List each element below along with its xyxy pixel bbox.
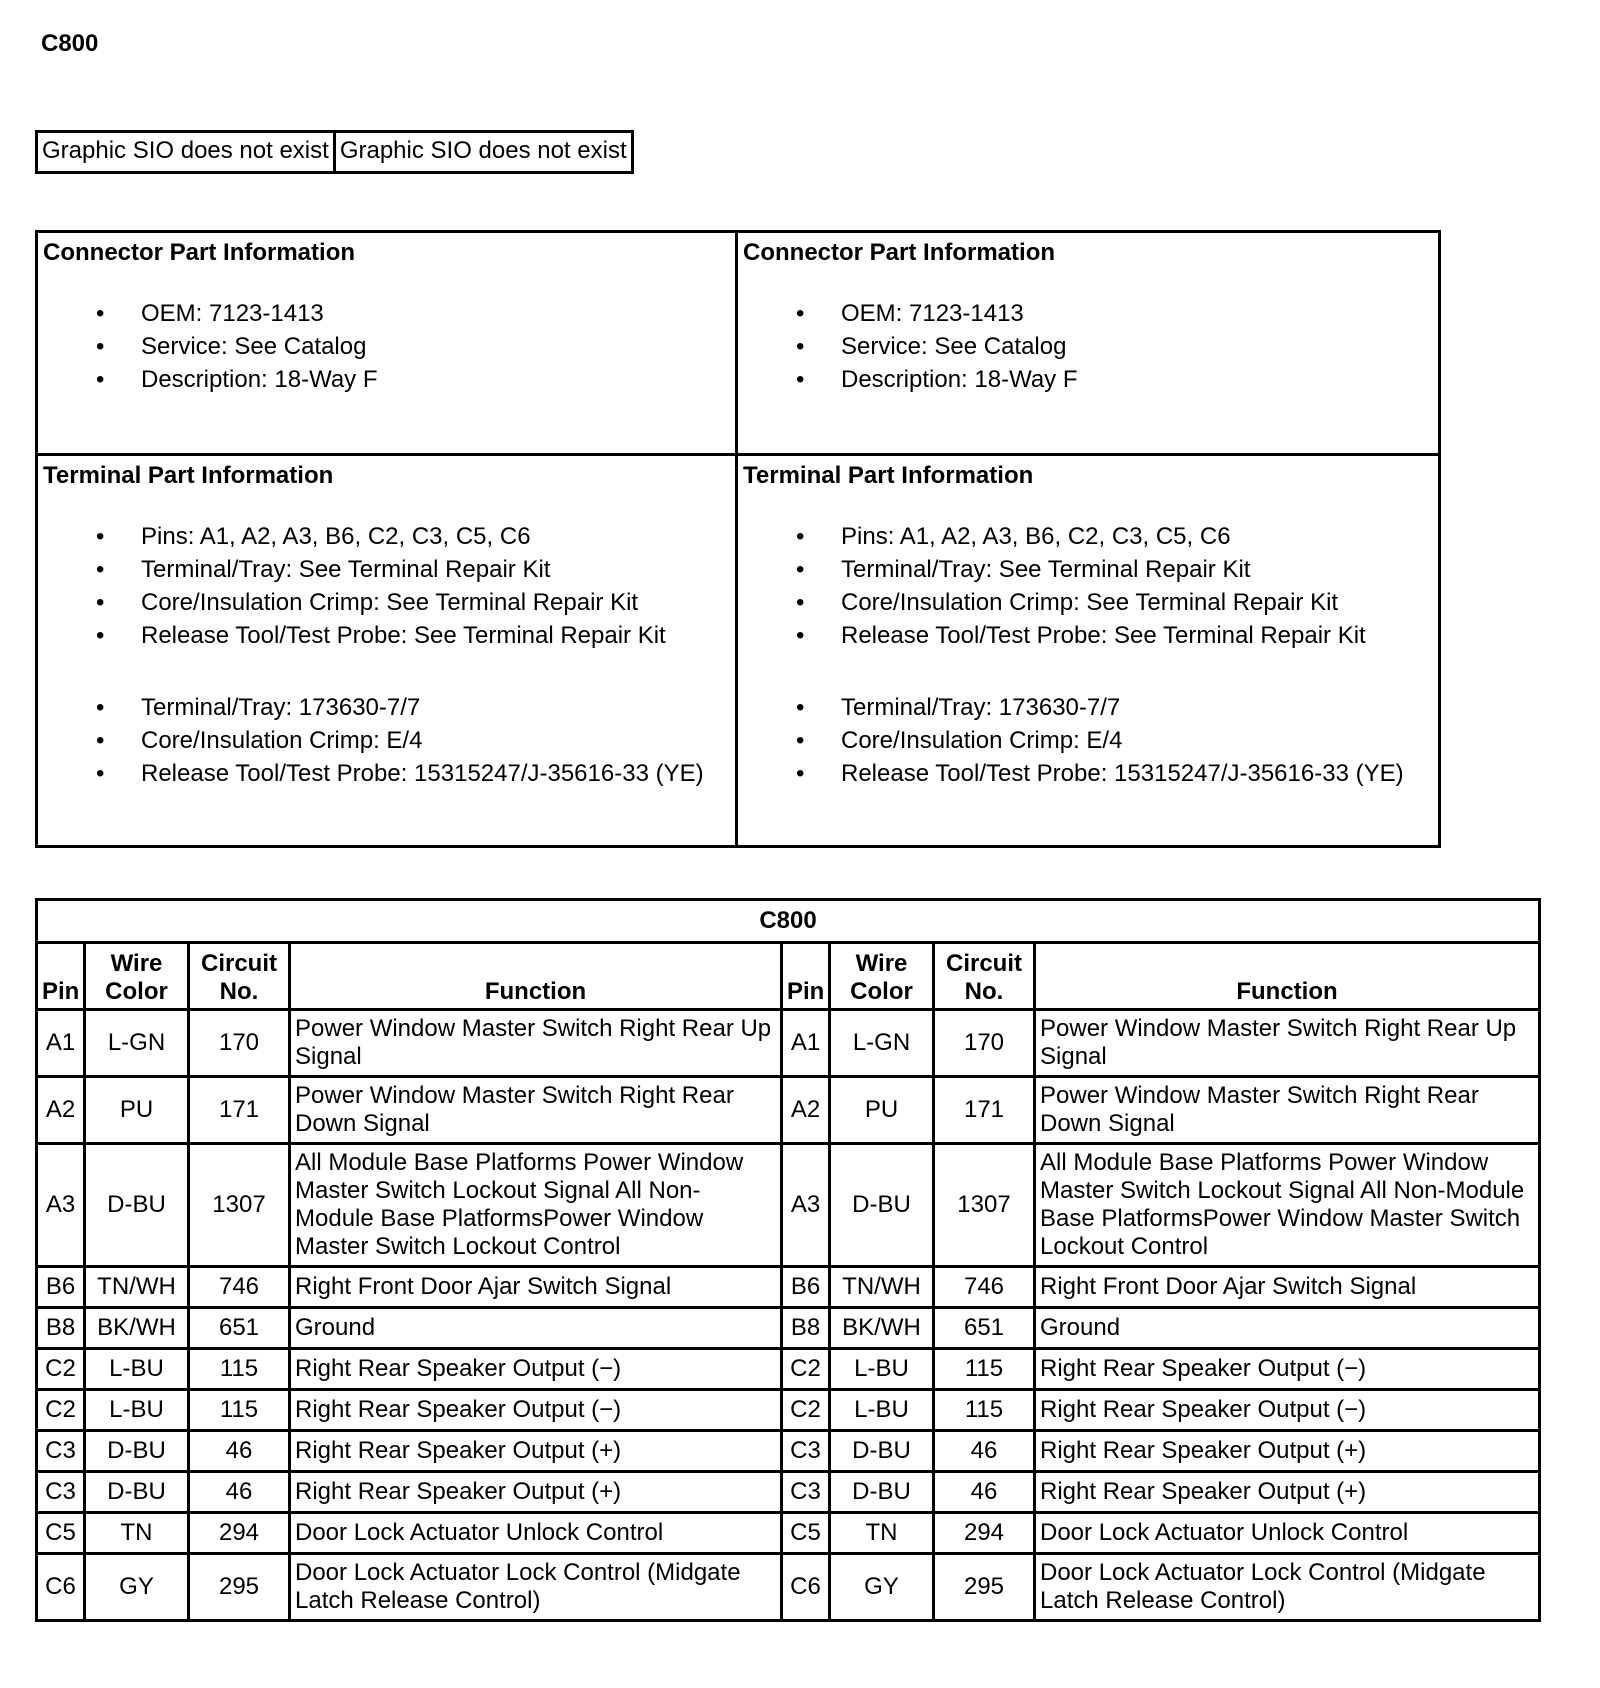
- pin-cell: C6: [782, 1554, 830, 1621]
- function-column-header: Function: [290, 943, 782, 1010]
- pin-cell: A3: [782, 1144, 830, 1267]
- function-cell: Right Front Door Ajar Switch Signal: [1035, 1267, 1540, 1308]
- pin-cell: A1: [37, 1010, 85, 1077]
- function-cell: Door Lock Actuator Lock Control (Midgate Latch Release Control): [290, 1554, 782, 1621]
- list-item: • OEM: 7123-1413: [43, 297, 735, 330]
- list-item: • Pins: A1, A2, A3, B6, C2, C3, C5, C6: [43, 520, 735, 553]
- circuit-cell: 1307: [189, 1144, 290, 1267]
- connector-part-info-cell: [737, 232, 1440, 455]
- function-cell: Right Rear Speaker Output (−): [290, 1390, 782, 1431]
- list-item: • Service: See Catalog: [743, 330, 1438, 363]
- connector-part-info-list: [43, 297, 735, 396]
- circuit-cell: 115: [934, 1349, 1035, 1390]
- sio-table: [35, 130, 634, 174]
- connector-part-info-cell: [37, 232, 737, 455]
- table-row: [37, 1472, 1540, 1513]
- table-row: [37, 1431, 1540, 1472]
- circuit-cell: 294: [934, 1513, 1035, 1554]
- wire-color-cell: D-BU: [830, 1431, 934, 1472]
- pin-cell: C2: [782, 1390, 830, 1431]
- wire-color-cell: PU: [830, 1077, 934, 1144]
- circuit-cell: 46: [934, 1472, 1035, 1513]
- pin-column-header: Pin: [37, 943, 85, 1010]
- wire-color-cell: D-BU: [830, 1144, 934, 1267]
- connector-part-info-list: [743, 297, 1438, 396]
- terminal-part-info-list: [43, 520, 735, 652]
- circuit-column-header: Circuit No.: [934, 943, 1035, 1010]
- circuit-cell: 46: [189, 1431, 290, 1472]
- wire-color-cell: TN/WH: [830, 1267, 934, 1308]
- wire-color-cell: GY: [85, 1554, 189, 1621]
- circuit-cell: 170: [189, 1010, 290, 1077]
- wire-color-cell: L-GN: [830, 1010, 934, 1077]
- table-row: [37, 1010, 1540, 1077]
- pin-cell: C3: [37, 1472, 85, 1513]
- function-cell: Ground: [1035, 1308, 1540, 1349]
- wire-color-cell: PU: [85, 1077, 189, 1144]
- function-cell: Right Rear Speaker Output (+): [1035, 1472, 1540, 1513]
- wire-color-cell: D-BU: [830, 1472, 934, 1513]
- pin-cell: B8: [37, 1308, 85, 1349]
- function-cell: Power Window Master Switch Right Rear Up Signal: [1035, 1010, 1540, 1077]
- function-cell: All Module Base Platforms Power Window Master Switch Lockout Signal All Non-Module Base PlatformsPower Window Master Switch Lockout Control: [290, 1144, 782, 1267]
- pin-cell: A3: [37, 1144, 85, 1267]
- wire-color-cell: L-BU: [85, 1390, 189, 1431]
- pin-cell: C3: [782, 1472, 830, 1513]
- function-cell: Right Rear Speaker Output (−): [1035, 1349, 1540, 1390]
- terminal-part-info-cell: [737, 455, 1440, 847]
- list-item: • Core/Insulation Crimp: E/4: [743, 724, 1438, 757]
- wire-color-cell: BK/WH: [85, 1308, 189, 1349]
- wire-color-cell: TN/WH: [85, 1267, 189, 1308]
- page-title: C800: [41, 30, 99, 57]
- terminal-part-info-heading: Terminal Part Information: [743, 462, 1034, 489]
- terminal-part-info-list: [743, 520, 1438, 652]
- function-column-header: Function: [1035, 943, 1540, 1010]
- pin-column-header: Pin: [782, 943, 830, 1010]
- circuit-cell: 746: [934, 1267, 1035, 1308]
- function-cell: Right Rear Speaker Output (+): [290, 1431, 782, 1472]
- circuit-cell: 171: [189, 1077, 290, 1144]
- function-cell: All Module Base Platforms Power Window Master Switch Lockout Signal All Non-Module Base PlatformsPower Window Master Switch Lockout Control: [1035, 1144, 1540, 1267]
- wire-color-cell: D-BU: [85, 1472, 189, 1513]
- function-cell: Right Rear Speaker Output (+): [290, 1472, 782, 1513]
- table-row: [37, 1077, 1540, 1144]
- circuit-cell: 170: [934, 1010, 1035, 1077]
- circuit-cell: 115: [189, 1349, 290, 1390]
- circuit-cell: 294: [189, 1513, 290, 1554]
- terminal-part-info-heading: Terminal Part Information: [43, 462, 334, 489]
- connector-part-info-heading: Connector Part Information: [743, 239, 1056, 266]
- circuit-cell: 46: [189, 1472, 290, 1513]
- pin-cell: B6: [37, 1267, 85, 1308]
- pinout-table-caption: C800: [37, 900, 1540, 943]
- wire-color-cell: L-BU: [830, 1390, 934, 1431]
- circuit-cell: 1307: [934, 1144, 1035, 1267]
- pin-cell: C3: [782, 1431, 830, 1472]
- circuit-cell: 651: [934, 1308, 1035, 1349]
- list-item: • Release Tool/Test Probe: See Terminal Repair Kit: [43, 619, 735, 652]
- pin-cell: C5: [37, 1513, 85, 1554]
- part-information-table: [35, 230, 1441, 848]
- pin-cell: B6: [782, 1267, 830, 1308]
- function-cell: Door Lock Actuator Unlock Control: [290, 1513, 782, 1554]
- circuit-cell: 115: [189, 1390, 290, 1431]
- pinout-table: [35, 898, 1541, 1622]
- function-cell: Right Rear Speaker Output (−): [290, 1349, 782, 1390]
- list-item: • Release Tool/Test Probe: 15315247/J-35616-33 (YE): [743, 757, 1438, 790]
- table-row: [37, 1144, 1540, 1267]
- function-cell: Power Window Master Switch Right Rear Down Signal: [1035, 1077, 1540, 1144]
- circuit-cell: 295: [189, 1554, 290, 1621]
- list-item: • Terminal/Tray: 173630-7/7: [743, 691, 1438, 724]
- function-cell: Power Window Master Switch Right Rear Down Signal: [290, 1077, 782, 1144]
- list-item: • Description: 18-Way F: [743, 363, 1438, 396]
- function-cell: Right Rear Speaker Output (+): [1035, 1431, 1540, 1472]
- wire-color-column-header: Wire Color: [830, 943, 934, 1010]
- sio-cell: Graphic SIO does not exist: [37, 132, 335, 173]
- connector-part-info-heading: Connector Part Information: [43, 239, 356, 266]
- circuit-cell: 295: [934, 1554, 1035, 1621]
- sio-cell: Graphic SIO does not exist: [334, 132, 632, 173]
- list-item: • Pins: A1, A2, A3, B6, C2, C3, C5, C6: [743, 520, 1438, 553]
- wire-color-cell: TN: [85, 1513, 189, 1554]
- table-row: [37, 1349, 1540, 1390]
- circuit-cell: 171: [934, 1077, 1035, 1144]
- terminal-part-info-list: [43, 691, 735, 790]
- list-item: • Description: 18-Way F: [43, 363, 735, 396]
- wire-color-cell: D-BU: [85, 1431, 189, 1472]
- terminal-part-info-cell: [37, 455, 737, 847]
- pin-cell: C2: [37, 1349, 85, 1390]
- wire-color-cell: D-BU: [85, 1144, 189, 1267]
- function-cell: Right Rear Speaker Output (−): [1035, 1390, 1540, 1431]
- wire-color-cell: BK/WH: [830, 1308, 934, 1349]
- wire-color-cell: TN: [830, 1513, 934, 1554]
- table-row: [37, 1308, 1540, 1349]
- list-item: • OEM: 7123-1413: [743, 297, 1438, 330]
- list-item: • Terminal/Tray: See Terminal Repair Kit: [43, 553, 735, 586]
- list-item: • Core/Insulation Crimp: E/4: [43, 724, 735, 757]
- list-item: • Terminal/Tray: 173630-7/7: [43, 691, 735, 724]
- circuit-cell: 115: [934, 1390, 1035, 1431]
- list-item: • Core/Insulation Crimp: See Terminal Repair Kit: [743, 586, 1438, 619]
- pin-cell: C3: [37, 1431, 85, 1472]
- table-row: [37, 1513, 1540, 1554]
- pin-cell: C5: [782, 1513, 830, 1554]
- pin-cell: A2: [37, 1077, 85, 1144]
- pin-cell: C2: [782, 1349, 830, 1390]
- list-item: • Release Tool/Test Probe: See Terminal Repair Kit: [743, 619, 1438, 652]
- pin-cell: C2: [37, 1390, 85, 1431]
- function-cell: Ground: [290, 1308, 782, 1349]
- pin-cell: B8: [782, 1308, 830, 1349]
- wire-color-cell: L-BU: [85, 1349, 189, 1390]
- table-row: [37, 1390, 1540, 1431]
- list-item: • Terminal/Tray: See Terminal Repair Kit: [743, 553, 1438, 586]
- wire-color-cell: GY: [830, 1554, 934, 1621]
- pin-cell: A1: [782, 1010, 830, 1077]
- circuit-cell: 651: [189, 1308, 290, 1349]
- list-item: • Service: See Catalog: [43, 330, 735, 363]
- wire-color-cell: L-GN: [85, 1010, 189, 1077]
- circuit-cell: 746: [189, 1267, 290, 1308]
- list-item: • Release Tool/Test Probe: 15315247/J-35616-33 (YE): [43, 757, 735, 790]
- pin-cell: A2: [782, 1077, 830, 1144]
- list-item: • Core/Insulation Crimp: See Terminal Repair Kit: [43, 586, 735, 619]
- circuit-cell: 46: [934, 1431, 1035, 1472]
- function-cell: Power Window Master Switch Right Rear Up Signal: [290, 1010, 782, 1077]
- wire-color-column-header: Wire Color: [85, 943, 189, 1010]
- function-cell: Door Lock Actuator Unlock Control: [1035, 1513, 1540, 1554]
- terminal-part-info-list: [743, 691, 1438, 790]
- circuit-column-header: Circuit No.: [189, 943, 290, 1010]
- table-row: [37, 1554, 1540, 1621]
- table-row: [37, 1267, 1540, 1308]
- function-cell: Door Lock Actuator Lock Control (Midgate Latch Release Control): [1035, 1554, 1540, 1621]
- wire-color-cell: L-BU: [830, 1349, 934, 1390]
- function-cell: Right Front Door Ajar Switch Signal: [290, 1267, 782, 1308]
- pin-cell: C6: [37, 1554, 85, 1621]
